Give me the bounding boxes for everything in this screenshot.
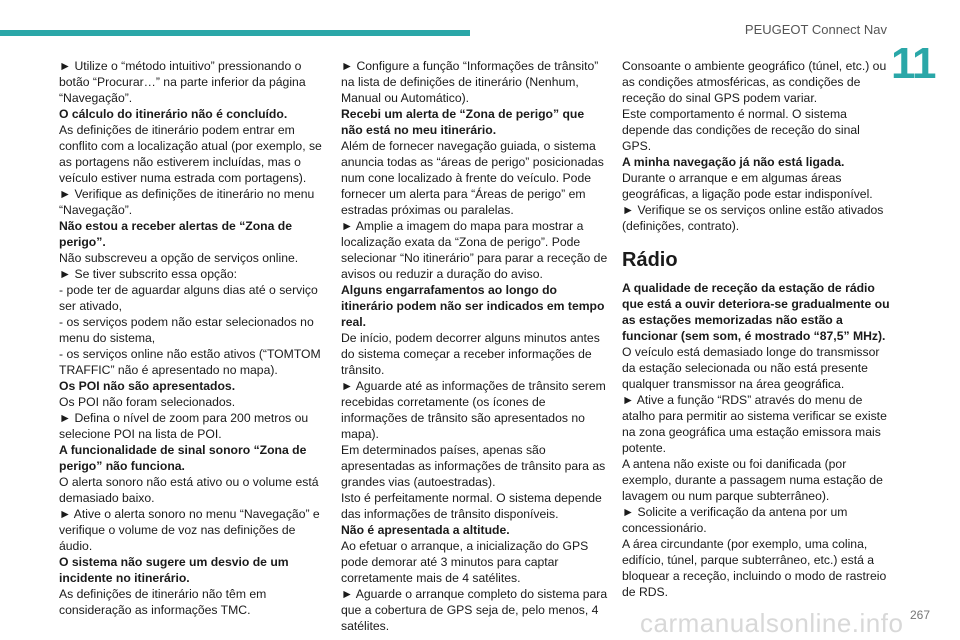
- paragraph-heading: A qualidade de receção da estação de rádio que está a ouvir deteriora-se gradualmente ou as estações memorizadas não estão a funcionar (sem som, é mostrado “87,5” MHz).: [622, 281, 890, 343]
- paragraph: ► Aguarde até as informações de trânsito serem recebidas corretamente (os ícones de informações de trânsito são apresentados no mapa).: [341, 379, 606, 441]
- paragraph: ► Solicite a verificação da antena por um concessionário.: [622, 505, 848, 535]
- paragraph: Ao efetuar o arranque, a inicialização do GPS pode demorar até 3 minutos para captar corretamente mais de 4 satélites.: [341, 539, 589, 585]
- paragraph: ► Aguarde o arranque completo do sistema para que a cobertura de GPS seja de, pelo menos, 4 satélites.: [341, 587, 608, 633]
- paragraph-heading: A funcionalidade de sinal sonoro “Zona de perigo” não funciona.: [59, 443, 307, 473]
- paragraph: Além de fornecer navegação guiada, o sistema anuncia todas as “áreas de perigo” posicionadas num cone localizado à frente do veículo. Pode fornecer um alerta para “Áreas de perigo” em estradas próximas ou paralelas.: [341, 139, 604, 217]
- paragraph: ► Verifique se os serviços online estão ativados (definições, contrato).: [622, 203, 884, 233]
- column-2: [341, 58, 609, 634]
- column-1: [59, 58, 327, 618]
- paragraph-heading: Recebi um alerta de “Zona de perigo” que não está no meu itinerário.: [341, 107, 585, 137]
- column-3-bottom: [622, 280, 890, 600]
- paragraph: ► Se tiver subscrito essa opção:: [59, 267, 238, 281]
- column-3: [622, 58, 890, 600]
- paragraph: ► Configure a função “Informações de trânsito” na lista de definições de itinerário (Nenhum, Manual ou Automático).: [341, 59, 599, 105]
- paragraph: As definições de itinerário não têm em consideração as informações TMC.: [59, 587, 267, 617]
- column-3-top: [622, 58, 890, 234]
- paragraph: - pode ter de aguardar alguns dias até o serviço ser ativado,: [59, 283, 318, 313]
- paragraph: A antena não existe ou foi danificada (por exemplo, durante a passagem numa estação de lavagem ou num parque subterrâneo).: [622, 457, 883, 503]
- section-heading-radio: Rádio: [622, 249, 678, 271]
- section-header-title: PEUGEOT Connect Nav: [744, 22, 887, 37]
- page-number: 267: [909, 608, 930, 622]
- paragraph: Os POI não foram selecionados.: [59, 395, 236, 409]
- paragraph: - os serviços online não estão ativos (“TOMTOM TRAFFIC” não é apresentado no mapa).: [59, 347, 321, 377]
- paragraph: ► Verifique as definições de itinerário no menu “Navegação”.: [59, 187, 315, 217]
- paragraph: O alerta sonoro não está ativo ou o volume está demasiado baixo.: [59, 475, 319, 505]
- chapter-number: 11: [891, 40, 960, 88]
- paragraph: O veículo está demasiado longe do transmissor da estação selecionada ou não está presente qualquer transmissor na área geográfica.: [622, 345, 880, 391]
- paragraph: - os serviços podem não estar selecionados no menu do sistema,: [59, 315, 314, 345]
- paragraph-heading: Não é apresentada a altitude.: [341, 523, 510, 537]
- paragraph-heading: O sistema não sugere um desvio de um incidente no itinerário.: [59, 555, 289, 585]
- paragraph-heading: O cálculo do itinerário não é concluído.: [59, 107, 288, 121]
- paragraph: Isto é perfeitamente normal. O sistema depende das informações de trânsito disponíveis.: [341, 491, 602, 521]
- paragraph: ► Defina o nível de zoom para 200 metros ou selecione POI na lista de POI.: [59, 411, 309, 441]
- paragraph: ► Utilize o “método intuitivo” pressionando o botão “Procurar…” na parte inferior da página “Navegação”.: [59, 59, 306, 105]
- paragraph-heading: Os POI não são apresentados.: [59, 379, 236, 393]
- paragraph: As definições de itinerário podem entrar em conflito com a localização atual (por exemplo, se as portagens não estiverem incluídas, mas o veículo estiver numa estrada com portagens).: [59, 123, 322, 185]
- paragraph: ► Ative a função “RDS” através do menu de atalho para permitir ao sistema verificar se existe na zona geográfica uma estação emissora mais potente.: [622, 393, 887, 455]
- paragraph: Este comportamento é normal. O sistema depende das condições de receção do sinal GPS.: [622, 107, 860, 153]
- paragraph: ► Amplie a imagem do mapa para mostrar a localização exata da “Zona de perigo”. Pode selecionar “No itinerário” para parar a receção de avisos ou reduzir a duração do aviso.: [341, 219, 608, 281]
- header-accent-bar: [0, 30, 470, 36]
- paragraph: Não subscreveu a opção de serviços online.: [59, 251, 299, 265]
- paragraph-heading: Não estou a receber alertas de “Zona de perigo”.: [59, 219, 293, 249]
- paragraph: De início, podem decorrer alguns minutos antes do sistema começar a receber informações de trânsito.: [341, 331, 600, 377]
- paragraph: Durante o arranque e em algumas áreas geográficas, a ligação pode estar indisponível.: [622, 171, 873, 201]
- paragraph: A área circundante (por exemplo, uma colina, edifício, túnel, parque subterrâneo, etc.) está a bloquear a receção, incluindo o modo de rastreio de RDS.: [622, 537, 887, 599]
- paragraph: Em determinados países, apenas são apresentadas as informações de trânsito para as grandes vias (autoestradas).: [341, 443, 606, 489]
- watermark: carmanualsonline.info: [640, 608, 904, 638]
- paragraph: ► Ative o alerta sonoro no menu “Navegação” e verifique o volume de voz nas definições de áudio.: [59, 507, 320, 553]
- paragraph-heading: A minha navegação já não está ligada.: [622, 155, 845, 169]
- paragraph: Consoante o ambiente geográfico (túnel, etc.) ou as condições atmosféricas, as condições de receção do sinal GPS podem variar.: [622, 59, 887, 105]
- paragraph-heading: Alguns engarrafamentos ao longo do itinerário podem não ser indicados em tempo real.: [341, 283, 605, 329]
